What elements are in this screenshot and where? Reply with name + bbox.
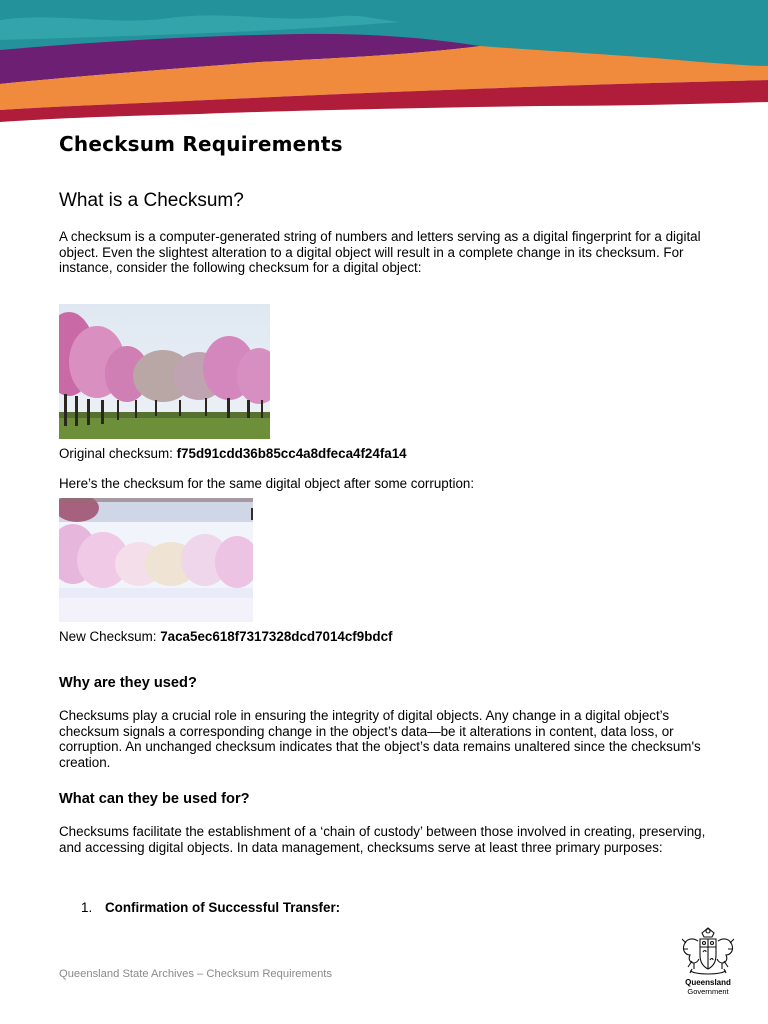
- new-checksum-label: New Checksum:: [59, 629, 161, 644]
- original-checksum-line: [59, 446, 407, 461]
- document-title: Checksum Requirements: [59, 132, 343, 156]
- queensland-government-logo: [676, 925, 740, 999]
- header-banner: [0, 0, 768, 125]
- new-checksum-line: [59, 629, 392, 644]
- corruption-intro: Here’s the checksum for the same digital object after some corruption:: [59, 476, 475, 491]
- page-footer: Queensland State Archives – Checksum Requirements: [59, 968, 332, 980]
- list-item-label: Confirmation of Successful Transfer:: [105, 900, 341, 915]
- section-heading-uses: What can they be used for?: [59, 791, 250, 807]
- list-item-number: 1.: [81, 900, 93, 915]
- queensland-coat-of-arms-icon: [678, 925, 738, 977]
- paragraph-uses: Checksums facilitate the establishment of a ‘chain of custody’ between those involved in creating, preserving, and accessing digital objects. In data management, checksums serve at least three primary purposes:: [59, 824, 706, 855]
- original-checksum-label: Original checksum:: [59, 446, 177, 461]
- list-item: [81, 900, 340, 915]
- original-checksum-value: f75d91cdd36b85cc4a8dfeca4f24fa14: [176, 446, 407, 461]
- section-heading-what: What is a Checksum?: [59, 190, 244, 211]
- paragraph-what: A checksum is a computer-generated string of numbers and letters serving as a digital fingerprint for a digital object. Even the slightest alteration to a digital object will result in a complete change in its checksum. For instance, consider the following checksum for a digital object:: [59, 229, 701, 276]
- corrupted-photo: [59, 498, 253, 622]
- paragraph-why: Checksums play a crucial role in ensuring the integrity of digital objects. Any change in a digital object’s checksum signals a corresponding change in the object’s data—be it alterations in content, data loss, or corruption. An unchanged checksum indicates that the object’s data remains unaltered since the checksum's creation.: [59, 708, 701, 770]
- logo-queensland-text: Queensland: [685, 978, 731, 987]
- new-checksum-value: 7aca5ec618f7317328dcd7014cf9bdcf: [160, 629, 393, 644]
- logo-government-text: Government: [687, 987, 729, 996]
- section-heading-why: Why are they used?: [59, 675, 197, 691]
- cherry-blossom-photo: [59, 304, 270, 439]
